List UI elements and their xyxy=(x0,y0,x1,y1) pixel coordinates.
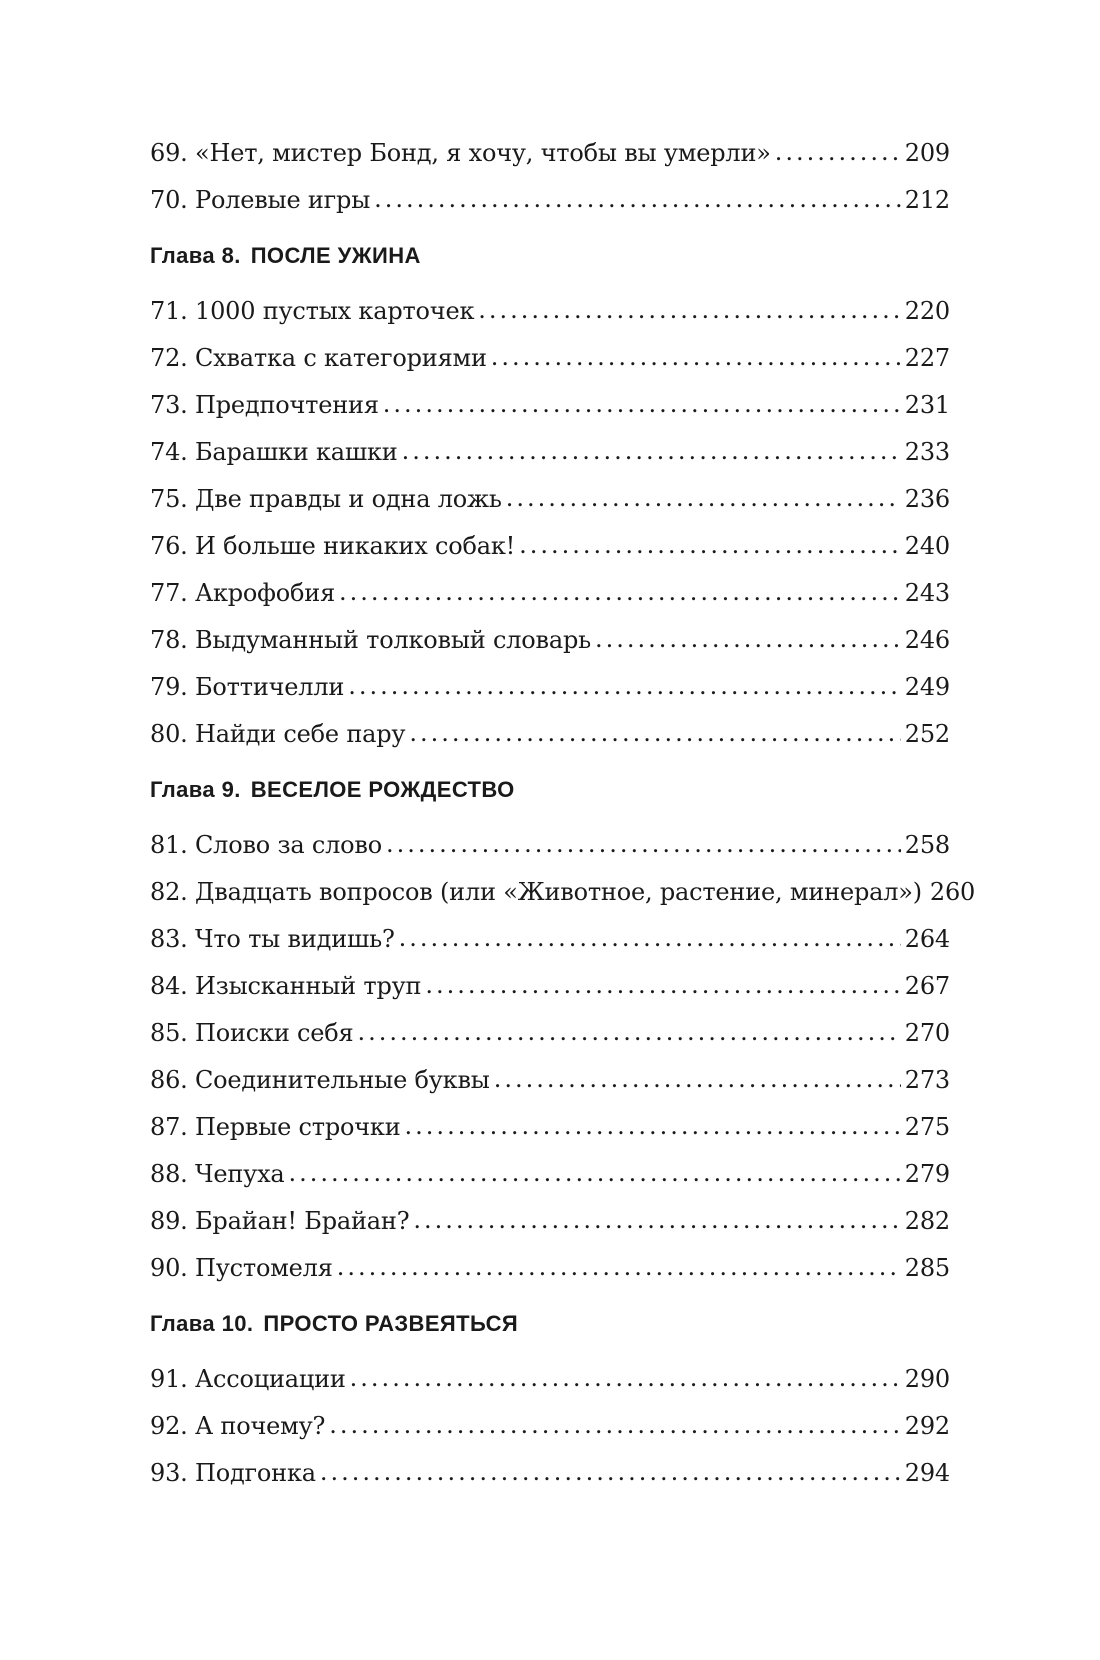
toc-entry xyxy=(150,570,950,617)
toc-entry-title: 81. Слово за слово xyxy=(150,831,382,859)
dot-leader xyxy=(595,616,901,663)
toc-entry-title: 86. Соединительные буквы xyxy=(150,1066,490,1094)
toc-entry-page: 264 xyxy=(904,925,950,953)
toc-entry xyxy=(150,617,950,664)
chapter-heading xyxy=(150,224,950,288)
chapter-title: ВЕСЕЛОЕ РОЖДЕСТВО xyxy=(250,777,515,802)
dot-leader xyxy=(320,1449,901,1496)
toc-entry-page: 243 xyxy=(904,579,950,607)
toc-entry-title: 78. Выдуманный толковый словарь xyxy=(150,626,591,654)
toc-entry xyxy=(150,382,950,429)
toc-entry xyxy=(150,130,950,177)
chapter-label: Глава 10. xyxy=(150,1311,254,1336)
toc-entry-title: 77. Акрофобия xyxy=(150,579,336,607)
chapter-heading xyxy=(150,1292,950,1356)
toc-entry-page: 249 xyxy=(904,673,950,701)
toc-entry xyxy=(150,869,976,916)
toc-entry-page: 220 xyxy=(904,297,950,325)
dot-leader xyxy=(775,129,901,176)
toc-entry xyxy=(150,1403,950,1450)
toc-entry xyxy=(150,1104,950,1151)
toc-entry-title: 69. «Нет, мистер Бонд, я хочу, чтобы вы умерли» xyxy=(150,139,771,167)
toc-entry-page: 212 xyxy=(904,186,950,214)
toc-entry-title: 76. И больше никаких собак! xyxy=(150,532,516,560)
dot-leader xyxy=(399,915,901,962)
toc-entry-page: 252 xyxy=(904,720,950,748)
toc-entry xyxy=(150,916,950,963)
toc-entry-page: 240 xyxy=(904,532,950,560)
toc-entry xyxy=(150,429,950,476)
toc-entry-title: 91. Ассоциации xyxy=(150,1365,346,1393)
dot-leader xyxy=(413,1197,900,1244)
chapter-title: ПОСЛЕ УЖИНА xyxy=(250,243,421,268)
toc-entry-page: 267 xyxy=(904,972,950,1000)
toc-entry-title: 85. Поиски себя xyxy=(150,1019,354,1047)
table-of-contents xyxy=(150,130,976,1497)
dot-leader xyxy=(350,1355,901,1402)
chapter-label: Глава 9. xyxy=(150,777,241,802)
toc-entry-page: 209 xyxy=(904,139,950,167)
toc-entry-page: 282 xyxy=(904,1207,950,1235)
toc-entry-page: 236 xyxy=(904,485,950,513)
dot-leader xyxy=(405,1103,901,1150)
dot-leader xyxy=(494,1056,901,1103)
toc-entry-title: 92. А почему? xyxy=(150,1412,326,1440)
toc-entry xyxy=(150,1151,950,1198)
chapter-label: Глава 8. xyxy=(150,243,241,268)
toc-entry xyxy=(150,664,950,711)
toc-entry-page: 279 xyxy=(904,1160,950,1188)
toc-entry-title: 73. Предпочтения xyxy=(150,391,379,419)
toc-entry-title: 83. Что ты видишь? xyxy=(150,925,395,953)
toc-entry-page: 260 xyxy=(929,878,976,906)
toc-entry-page: 231 xyxy=(904,391,950,419)
toc-entry-title: 88. Чепуха xyxy=(150,1160,285,1188)
toc-entry-title: 90. Пустомеля xyxy=(150,1254,333,1282)
dot-leader xyxy=(425,962,900,1009)
toc-entry-title: 70. Ролевые игры xyxy=(150,186,371,214)
dot-leader xyxy=(519,522,901,569)
toc-entry xyxy=(150,1356,950,1403)
toc-entry-page: 246 xyxy=(904,626,950,654)
toc-entry-title: 93. Подгонка xyxy=(150,1459,316,1487)
dot-leader xyxy=(409,710,900,757)
toc-entry-title: 82. Двадцать вопросов (или «Животное, растение, минерал») xyxy=(150,878,922,906)
toc-entry xyxy=(150,335,950,382)
toc-entry-page: 290 xyxy=(904,1365,950,1393)
dot-leader xyxy=(386,821,901,868)
toc-entry-page: 285 xyxy=(904,1254,950,1282)
toc-entry-title: 80. Найди себе пару xyxy=(150,720,406,748)
toc-entry-page: 292 xyxy=(904,1412,950,1440)
toc-entry-title: 79. Боттичелли xyxy=(150,673,345,701)
toc-entry-page: 294 xyxy=(904,1459,950,1487)
dot-leader xyxy=(374,176,901,223)
dot-leader xyxy=(491,334,901,381)
toc-entry-title: 84. Изысканный труп xyxy=(150,972,422,1000)
toc-entry-title: 71. 1000 пустых карточек xyxy=(150,297,475,325)
toc-entry-title: 72. Схватка с категориями xyxy=(150,344,487,372)
toc-entry xyxy=(150,1010,950,1057)
dot-leader xyxy=(329,1402,901,1449)
dot-leader xyxy=(506,475,901,522)
toc-entry-page: 275 xyxy=(904,1113,950,1141)
toc-entry-page: 270 xyxy=(904,1019,950,1047)
toc-entry xyxy=(150,822,950,869)
chapter-title: ПРОСТО РАЗВЕЯТЬСЯ xyxy=(263,1311,519,1336)
toc-entry-page: 258 xyxy=(904,831,950,859)
toc-entry-page: 273 xyxy=(904,1066,950,1094)
dot-leader xyxy=(337,1244,901,1291)
toc-entry xyxy=(150,1245,950,1292)
toc-entry xyxy=(150,1198,950,1245)
dot-leader xyxy=(478,287,901,334)
toc-entry-title: 74. Барашки кашки xyxy=(150,438,398,466)
dot-leader xyxy=(383,381,901,428)
dot-leader xyxy=(289,1150,901,1197)
toc-entry-page: 233 xyxy=(904,438,950,466)
toc-entry-title: 87. Первые строчки xyxy=(150,1113,401,1141)
toc-entry xyxy=(150,177,950,224)
dot-leader xyxy=(348,663,901,710)
toc-entry-title: 89. Брайан! Брайан? xyxy=(150,1207,410,1235)
dot-leader xyxy=(402,428,901,475)
toc-entry xyxy=(150,1057,950,1104)
toc-entry xyxy=(150,1450,950,1497)
toc-entry-title: 75. Две правды и одна ложь xyxy=(150,485,502,513)
toc-entry xyxy=(150,523,950,570)
toc-entry xyxy=(150,288,950,335)
chapter-heading xyxy=(150,758,950,822)
toc-entry xyxy=(150,476,950,523)
dot-leader xyxy=(339,569,901,616)
toc-entry-page: 227 xyxy=(904,344,950,372)
dot-leader xyxy=(357,1009,900,1056)
toc-entry xyxy=(150,963,950,1010)
toc-entry xyxy=(150,711,950,758)
